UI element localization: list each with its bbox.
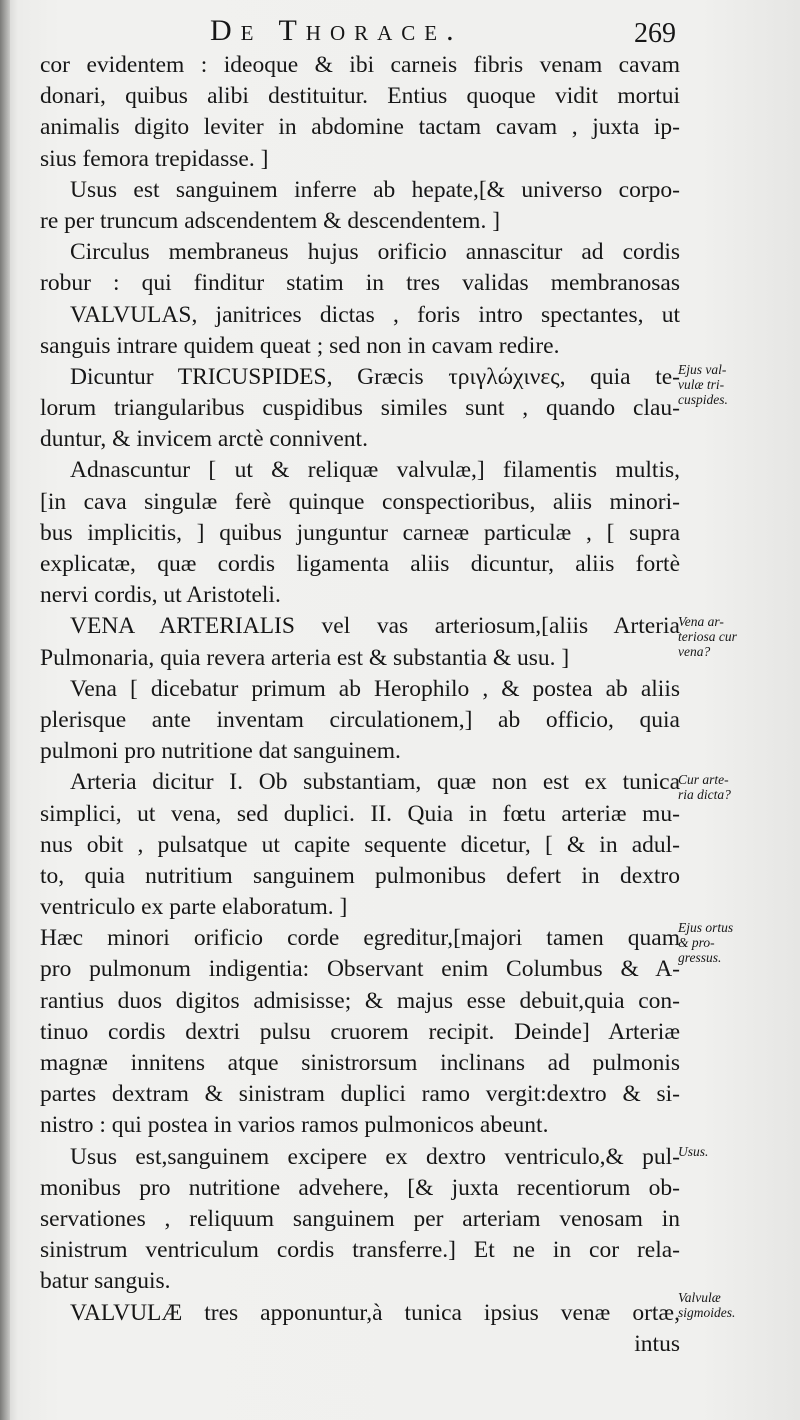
text-line: Hæc minori orificio corde egreditur,[majori tamen quam: [40, 925, 680, 952]
text-line: donari, quibus alibi destituitur. Entius quoque vidit mortui: [40, 83, 680, 110]
margin-note: Cur arte- ria dicta?: [678, 772, 731, 802]
text-line: monibus pro nutritione advehere, [& juxta recentiorum ob-: [40, 1174, 680, 1201]
text-line: magnæ innitens atque sinistrorsum inclinans ad pulmonis: [40, 1050, 680, 1076]
text-line: cor evidentem : ideoque & ibi carneis fibris venam cavam: [40, 52, 680, 78]
text-line: VALVULÆ tres apponuntur,à tunica ipsius venæ ortæ,: [70, 1299, 680, 1326]
text-line: tinuo cordis dextri pulsu cruorem recipit. Deinde] Arteriæ: [40, 1018, 680, 1045]
margin-note: Vena ar- teriosa cur vena?: [678, 614, 737, 659]
margin-note: Ejus val- vulæ tri- cuspides.: [678, 362, 728, 407]
text-line: bus implicitis, ] quibus junguntur carneæ particulæ , [ supra: [40, 519, 680, 546]
margin-note: Ejus ortus & pro- gressus.: [678, 920, 734, 965]
text-line: VENA ARTERIALIS vel vas arteriosum,[aliis Arteria: [70, 613, 680, 640]
text-line: pro pulmonum indigentia: Observant enim Columbus & A-: [40, 956, 680, 983]
page-gutter-shadow: [0, 0, 10, 1420]
text-line: sinistrum ventriculum cordis transferre.] Et ne in cor rela-: [40, 1237, 680, 1264]
text-line: plerisque ante inventam circulationem,] ab officio, quia: [40, 706, 680, 733]
text-line: rantius duos digitos admisisse; & majus esse debuit,quia con-: [40, 987, 680, 1014]
text-line: pulmoni pro nutritione dat sanguinem.: [40, 738, 401, 765]
text-line: ventriculo ex parte elaboratum. ]: [40, 894, 348, 921]
text-line: Pulmonaria, quia revera arteria est & substantia & usu. ]: [40, 644, 570, 671]
text-line: nistro : qui postea in varios ramos pulmonicos abeunt.: [40, 1112, 549, 1139]
text-line: Adnascuntur [ ut & reliquæ valvulæ,] filamentis multis,: [70, 457, 680, 484]
text-line: animalis digito leviter in abdomine tactam cavam , juxta ip-: [40, 114, 680, 141]
page-number: 269: [634, 18, 676, 49]
text-line: Arteria dicitur I. Ob substantiam, quæ non est ex tunica: [70, 769, 680, 796]
catchword: intus: [634, 1330, 680, 1357]
body-text: [40, 50, 680, 1360]
text-line: Circulus membraneus hujus orificio annascitur ad cordis: [70, 239, 680, 266]
text-line: Usus est sanguinem inferre ab hepate,[& universo corpo-: [70, 176, 680, 203]
text-line: duntur, & invicem arctè connivent.: [40, 426, 368, 453]
text-line: robur : qui finditur statim in tres validas membranosas: [40, 270, 680, 297]
text-line: Usus est,sanguinem excipere ex dextro ventriculo,& pul-: [70, 1143, 680, 1170]
text-line: batur sanguis.: [40, 1268, 171, 1295]
text-line: Vena [ dicebatur primum ab Herophilo , & postea ab aliis: [70, 675, 680, 702]
text-line: simplici, ut vena, sed duplici. II. Quia in fœtu arteriæ mu-: [40, 800, 680, 827]
text-line: sanguis intrare quidem queat ; sed non in cavam redire.: [40, 332, 560, 359]
text-line: [in cava singulæ ferè quinque conspectioribus, aliis minori-: [40, 488, 680, 515]
text-line: nus obit , pulsatque ut capite sequente dicetur, [ & in adul-: [40, 831, 680, 858]
running-title: De Thorace.: [210, 14, 463, 47]
text-line: lorum triangularibus cuspidibus similes sunt , quando clau-: [40, 395, 680, 422]
text-line: VALVULAS, janitrices dictas , foris intro spectantes, ut: [70, 301, 680, 328]
margin-note: Usus.: [678, 1144, 709, 1159]
page-header: [210, 12, 676, 52]
text-line: sius femora trepidasse. ]: [40, 145, 269, 172]
text-line: nervi cordis, ut Aristoteli.: [40, 582, 281, 609]
text-line: re per truncum adscendentem & descendentem. ]: [40, 207, 501, 234]
margin-note: Valvulæ sigmoides.: [678, 1290, 736, 1320]
text-line: servationes , reliquum sanguinem per arteriam venosam in: [40, 1205, 680, 1232]
text-line: to, quia nutritium sanguinem pulmonibus defert in dextro: [40, 862, 680, 889]
text-line: partes dextram & sinistram duplici ramo vergit:dextro & si-: [40, 1081, 680, 1108]
text-line: Dicuntur TRICUSPIDES, Græcis τριγλώχινες, quia te-: [70, 363, 680, 390]
text-line: explicatæ, quæ cordis ligamenta aliis dicuntur, aliis fortè: [40, 551, 680, 577]
